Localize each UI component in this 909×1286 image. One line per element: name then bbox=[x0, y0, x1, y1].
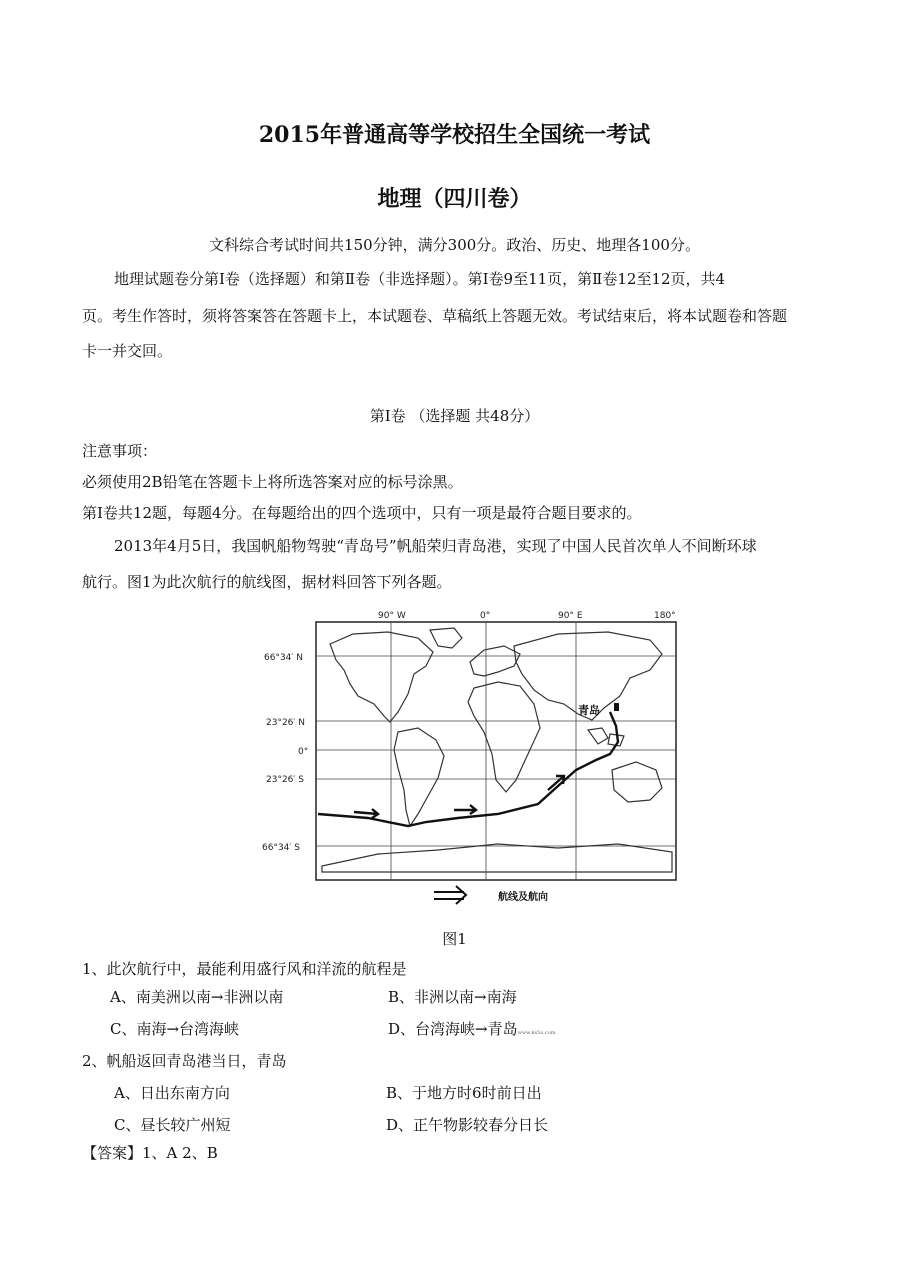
figure-caption: 图1 bbox=[442, 930, 467, 948]
question-1-stem: 1、此次航行中，最能利用盛行风和洋流的航程是 bbox=[82, 960, 407, 978]
lon-label-90e: 90° E bbox=[558, 611, 583, 621]
question-1-option-c: C、南海→台湾海峡 bbox=[110, 1020, 240, 1038]
lat-label-23s: 23°26′ S bbox=[266, 775, 305, 785]
question-2-stem: 2、帆船返回青岛港当日，青岛 bbox=[82, 1052, 287, 1070]
map-legend bbox=[434, 886, 548, 904]
exam-subtitle: 地理（四川卷） bbox=[377, 186, 532, 212]
material-line-1: 2013年4月5日，我国帆船物驾驶“青岛号”帆船荣归青岛港，实现了中国人民首次单人不间断环球 bbox=[114, 537, 757, 555]
watermark-note: www.ks5u.com bbox=[517, 1030, 556, 1036]
material-line-2: 航行。图1为此次航行的航线图，据材料回答下列各题。 bbox=[82, 573, 452, 591]
question-1-option-d bbox=[388, 1018, 556, 1039]
intro-line-1: 文科综合考试时间共150分钟，满分300分。政治、历史、地理各100分。 bbox=[209, 236, 700, 254]
notice-2: 第Ⅰ卷共12题，每题4分。在每题给出的四个选项中，只有一项是最符合题目要求的。 bbox=[82, 504, 642, 522]
question-1-option-a: A、南美洲以南→非洲以南 bbox=[110, 988, 284, 1006]
section-heading: 第Ⅰ卷 （选择题 共48分） bbox=[369, 407, 540, 425]
lon-label-180: 180° bbox=[654, 611, 676, 621]
lat-label-66n: 66°34′ N bbox=[264, 653, 304, 663]
route-map bbox=[258, 604, 698, 906]
qingdao-marker bbox=[614, 703, 619, 711]
intro-line-2: 地理试题卷分第Ⅰ卷（选择题）和第Ⅱ卷（非选择题）。第Ⅰ卷9至11页，第Ⅱ卷12至12页，共4 bbox=[114, 270, 726, 288]
question-2-option-a: A、日出东南方向 bbox=[114, 1084, 230, 1102]
question-2-option-d: D、正午物影较春分日长 bbox=[386, 1116, 549, 1134]
notice-1: 必须使用2B铅笔在答题卡上将所选答案对应的标号涂黑。 bbox=[82, 473, 463, 491]
exam-title: 2015年普通高等学校招生全国统一考试 bbox=[258, 122, 651, 148]
lat-label-23n: 23°26′ N bbox=[266, 718, 306, 728]
lat-label-0: 0° bbox=[298, 747, 309, 757]
lat-label-66s: 66°34′ S bbox=[262, 843, 301, 853]
lon-label-90w: 90° W bbox=[378, 611, 406, 621]
question-1-option-b: B、非洲以南→南海 bbox=[388, 988, 517, 1006]
map-grid bbox=[316, 622, 676, 880]
intro-line-4: 卡一并交回。 bbox=[82, 342, 173, 360]
legend-label: 航线及航向 bbox=[498, 892, 548, 903]
notice-label: 注意事项： bbox=[82, 442, 158, 460]
map-frame bbox=[316, 622, 676, 880]
answer-line: 【答案】1、A 2、B bbox=[82, 1144, 218, 1162]
question-1-option-d-text: D、台湾海峡→青岛 bbox=[388, 1020, 518, 1038]
question-2-option-c: C、昼长较广州短 bbox=[114, 1116, 231, 1134]
city-label: 青岛 bbox=[578, 704, 600, 717]
route-arrows bbox=[354, 776, 564, 818]
question-2-option-b: B、于地方时6时前日出 bbox=[386, 1084, 542, 1102]
intro-line-3: 页。考生作答时，须将答案答在答题卡上，本试题卷、草稿纸上答题无效。考试结束后，将本试题卷和答题 bbox=[82, 307, 788, 325]
lon-label-0: 0° bbox=[480, 611, 491, 621]
